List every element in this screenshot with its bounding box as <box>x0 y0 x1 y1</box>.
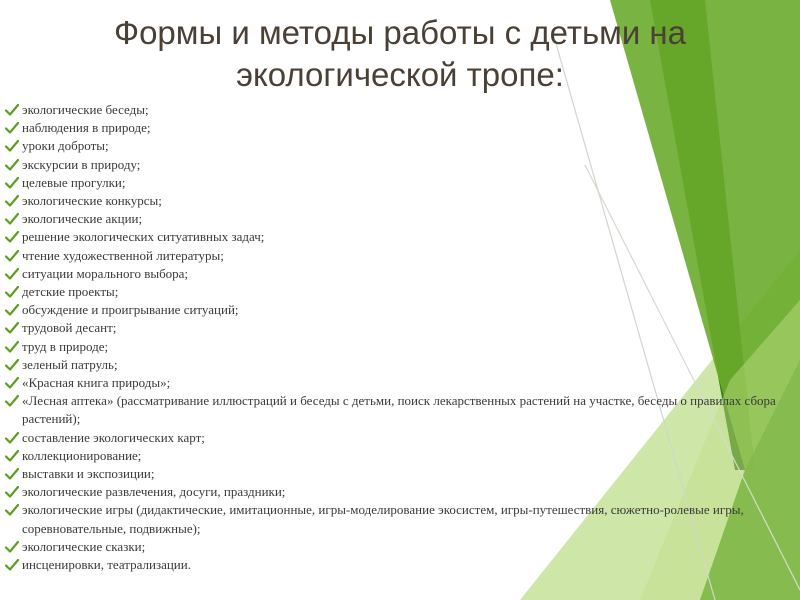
list-item-text: детские проекты; <box>22 284 119 300</box>
list-item-text: экологические развлечения, досуги, праздники; <box>22 484 286 500</box>
list-item <box>5 192 795 210</box>
list-item-text: уроки доброты; <box>22 138 109 154</box>
list-item-text: коллекционирование; <box>22 447 142 463</box>
list-item <box>5 447 795 465</box>
checkmark-icon <box>5 338 22 356</box>
list-item <box>5 247 795 265</box>
list-item-text: обсуждение и проигрывание ситуаций; <box>22 302 239 318</box>
list-item <box>5 429 795 447</box>
list-item <box>5 119 795 137</box>
checkmark-icon <box>5 137 22 155</box>
list-item-text: зеленый патруль; <box>22 356 118 372</box>
checkmark-icon <box>5 119 22 137</box>
list-item-text: экологические конкурсы; <box>22 193 162 209</box>
list-item-text: выставки и экспозиции; <box>22 466 155 482</box>
list-item <box>5 156 795 174</box>
list-item-text: решение экологических ситуативных задач; <box>22 229 265 245</box>
checkmark-icon <box>5 156 22 174</box>
list-item <box>5 283 795 301</box>
list-item-text: экологические беседы; <box>22 102 149 117</box>
list-item <box>5 501 795 537</box>
list-item <box>5 338 795 356</box>
list-item <box>5 101 795 119</box>
list-item-text: «Красная книга природы»; <box>22 375 171 391</box>
checkmark-icon <box>5 374 22 392</box>
list-item <box>5 210 795 228</box>
list-item-text: «Лесная аптека» (рассматривание иллюстраций и беседы с детьми, поиск лекарственных растений на участке, беседы о правилах сбора растений); <box>22 393 776 427</box>
list-item <box>5 483 795 501</box>
checkmark-icon <box>5 392 22 410</box>
checkmark-icon <box>5 319 22 337</box>
list-item-text: наблюдения в природе; <box>22 120 151 136</box>
list-item-text: инсценировки, театрализации. <box>22 557 191 573</box>
checkmark-icon <box>5 247 22 265</box>
checkmark-icon <box>5 538 22 556</box>
checkmark-icon <box>5 301 22 319</box>
checkmark-icon <box>5 101 22 119</box>
checkmark-icon <box>5 447 22 465</box>
list-item <box>5 137 795 155</box>
checkmark-icon <box>5 174 22 192</box>
list-item-text: экскурсии в природу; <box>22 156 141 172</box>
list-item-text: экологические игры (дидактические, имитационные, игры-моделирование экосистем, игры-путешествия, сюжетно-ролевые игры, соревновательные, подвижные); <box>22 502 744 536</box>
page-title: Формы и методы работы с детьми на экологической тропе: <box>113 14 687 93</box>
methods-list <box>5 101 795 574</box>
checkmark-icon <box>5 192 22 210</box>
checkmark-icon <box>5 265 22 283</box>
checkmark-icon <box>5 228 22 246</box>
checkmark-icon <box>5 429 22 447</box>
checkmark-icon <box>5 465 22 483</box>
list-item <box>5 392 795 428</box>
list-item <box>5 174 795 192</box>
list-item-text: экологические акции; <box>22 211 143 227</box>
list-item-text: труд в природе; <box>22 338 109 354</box>
list-item <box>5 374 795 392</box>
list-item <box>5 228 795 246</box>
list-item <box>5 556 795 574</box>
checkmark-icon <box>5 556 22 574</box>
list-item <box>5 465 795 483</box>
list-item <box>5 538 795 556</box>
checkmark-icon <box>5 210 22 228</box>
list-item-text: составление экологических карт; <box>22 429 205 445</box>
checkmark-icon <box>5 501 22 519</box>
checkmark-icon <box>5 356 22 374</box>
checkmark-icon <box>5 283 22 301</box>
list-item <box>5 356 795 374</box>
checkmark-icon <box>5 483 22 501</box>
list-item-text: экологические сказки; <box>22 538 146 554</box>
list-item-text: трудовой десант; <box>22 320 117 336</box>
list-item-text: чтение художественной литературы; <box>22 247 224 263</box>
list-item-text: целевые прогулки; <box>22 174 126 190</box>
list-item <box>5 301 795 319</box>
list-item-text: ситуации морального выбора; <box>22 265 189 281</box>
list-item <box>5 265 795 283</box>
list-item <box>5 319 795 337</box>
